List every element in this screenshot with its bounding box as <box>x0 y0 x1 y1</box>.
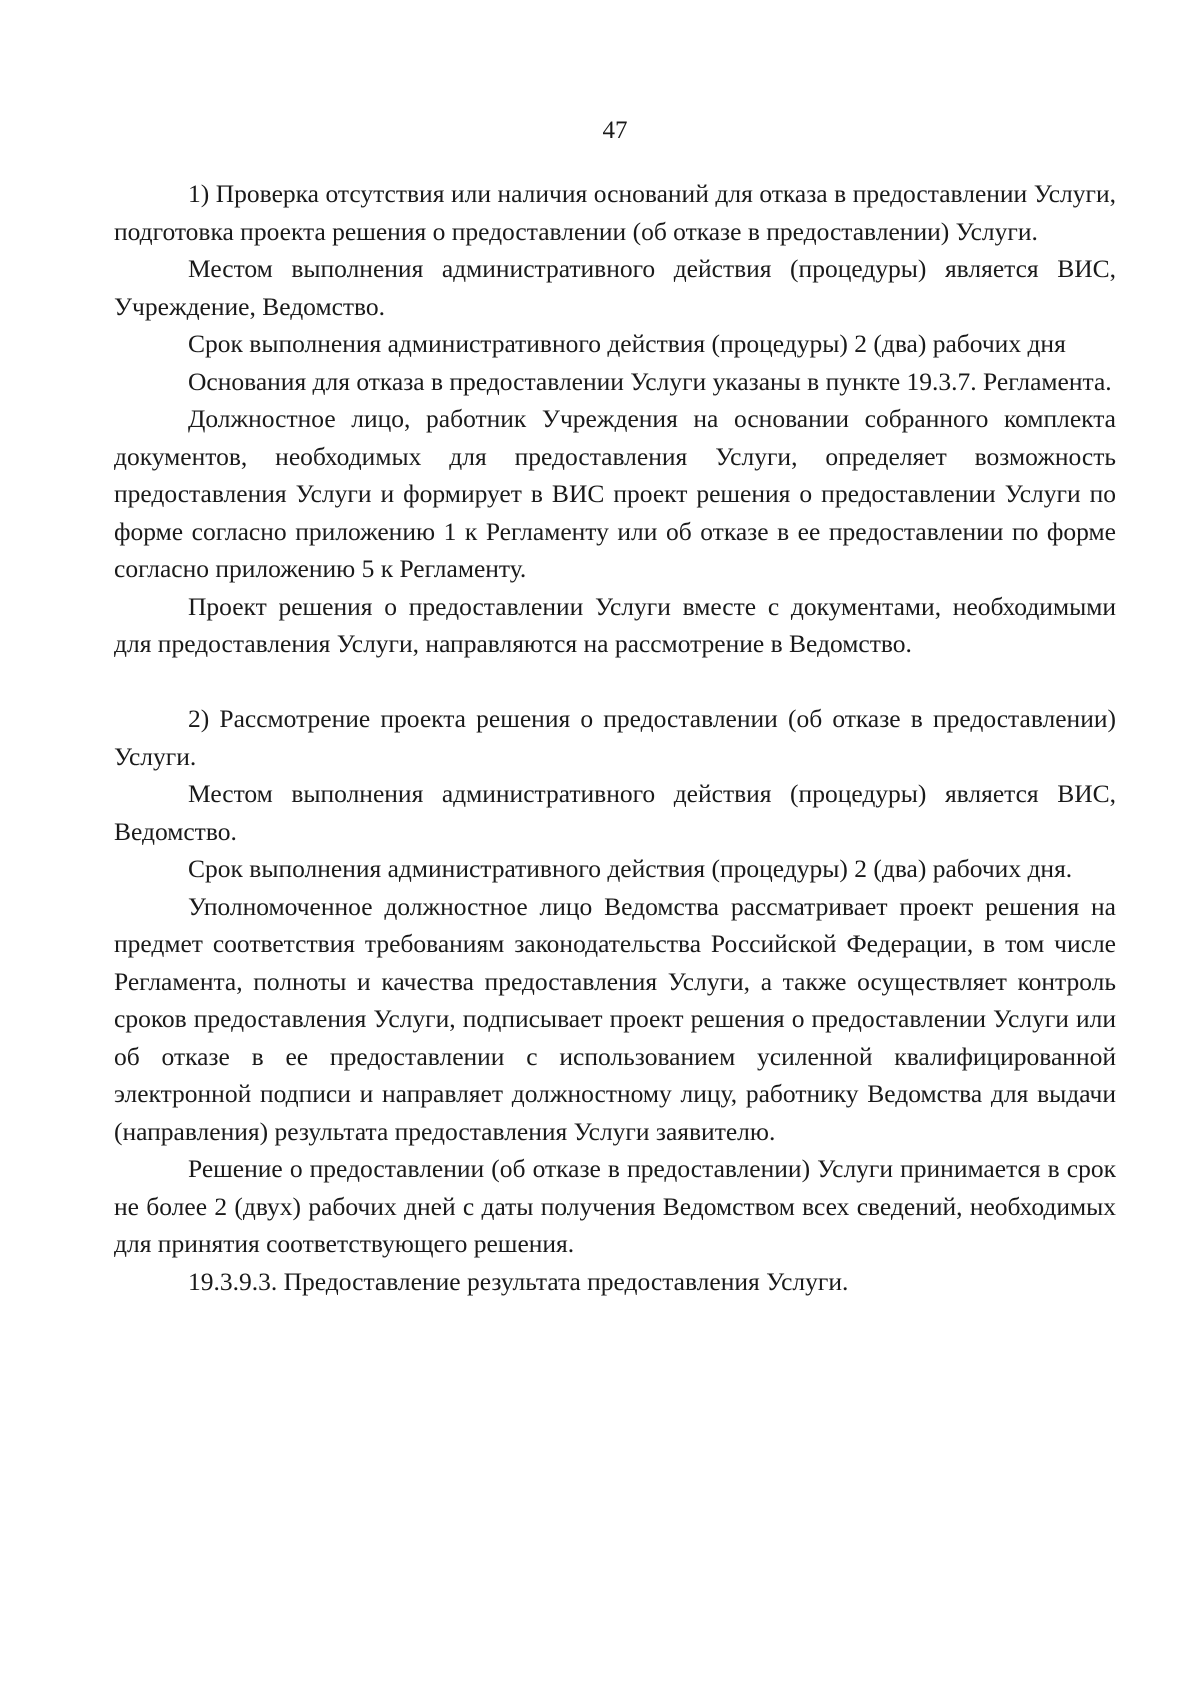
paragraph-step-1-draft: Проект решения о предоставлении Услуги вместе с документами, необходимыми для предоставления Услуги, направляются на рассмотрение в Ведомство. <box>114 591 1116 658</box>
paragraph-section-heading: 19.3.9.3. Предоставление результата предоставления Услуги. <box>188 1266 849 1296</box>
page-number: 47 <box>602 117 628 144</box>
paragraph-step-1-grounds: Основания для отказа в предоставлении Услуги указаны в пункте 19.3.7. Регламента. <box>188 366 1112 396</box>
paragraph-step-2-decision: Решение о предоставлении (об отказе в предоставлении) Услуги принимается в срок не более 2 (двух) рабочих дней с даты получения Ведомством всех сведений, необходимых для принятия соответствующего решения. <box>114 1154 1116 1258</box>
paragraph-step-1-title: 1) Проверка отсутствия или наличия оснований для отказа в предоставлении Услуги, подготовка проекта решения о предоставлении (об отказе в предоставлении) Услуги. <box>114 179 1116 246</box>
paragraph-step-1-place: Местом выполнения административного действия (процедуры) является ВИС, Учреждение, Ведомство. <box>114 254 1116 321</box>
paragraph-step-2-term: Срок выполнения административного действия (процедуры) 2 (два) рабочих дня. <box>188 854 1073 883</box>
paragraph-spacer <box>114 663 1116 701</box>
paragraph-step-1-term: Срок выполнения административного действия (процедуры) 2 (два) рабочих дня <box>188 329 1066 358</box>
paragraph-step-2-title: 2) Рассмотрение проекта решения о предоставлении (об отказе в предоставлении) Услуги. <box>114 704 1116 771</box>
paragraph-step-2-review: Уполномоченное должностное лицо Ведомства рассматривает проект решения на предмет соответствия требованиям законодательства Российской Федерации, в том числе Регламента, полноты и качества предоставления Услуги, а также осуществляет контроль сроков предоставления Услуги, подписывает проект решения о предоставлении Услуги или об отказе в ее предоставлении с использованием усиленной квалифицированной электронной подписи и направляет должностному лицу, работнику Ведомства для выдачи (направления) результата предоставления Услуги заявителю. <box>114 891 1116 1146</box>
document-body <box>114 175 1116 1300</box>
paragraph-step-2-place: Местом выполнения административного действия (процедуры) является ВИС, Ведомство. <box>114 779 1116 846</box>
paragraph-step-1-official: Должностное лицо, работник Учреждения на основании собранного комплекта документов, необходимых для предоставления Услуги, определяет возможность предоставления Услуги и формирует в ВИС проект решения о предоставлении Услуги по форме согласно приложению 1 к Регламенту или об отказе в ее предоставлении по форме согласно приложению 5 к Регламенту. <box>114 404 1116 583</box>
